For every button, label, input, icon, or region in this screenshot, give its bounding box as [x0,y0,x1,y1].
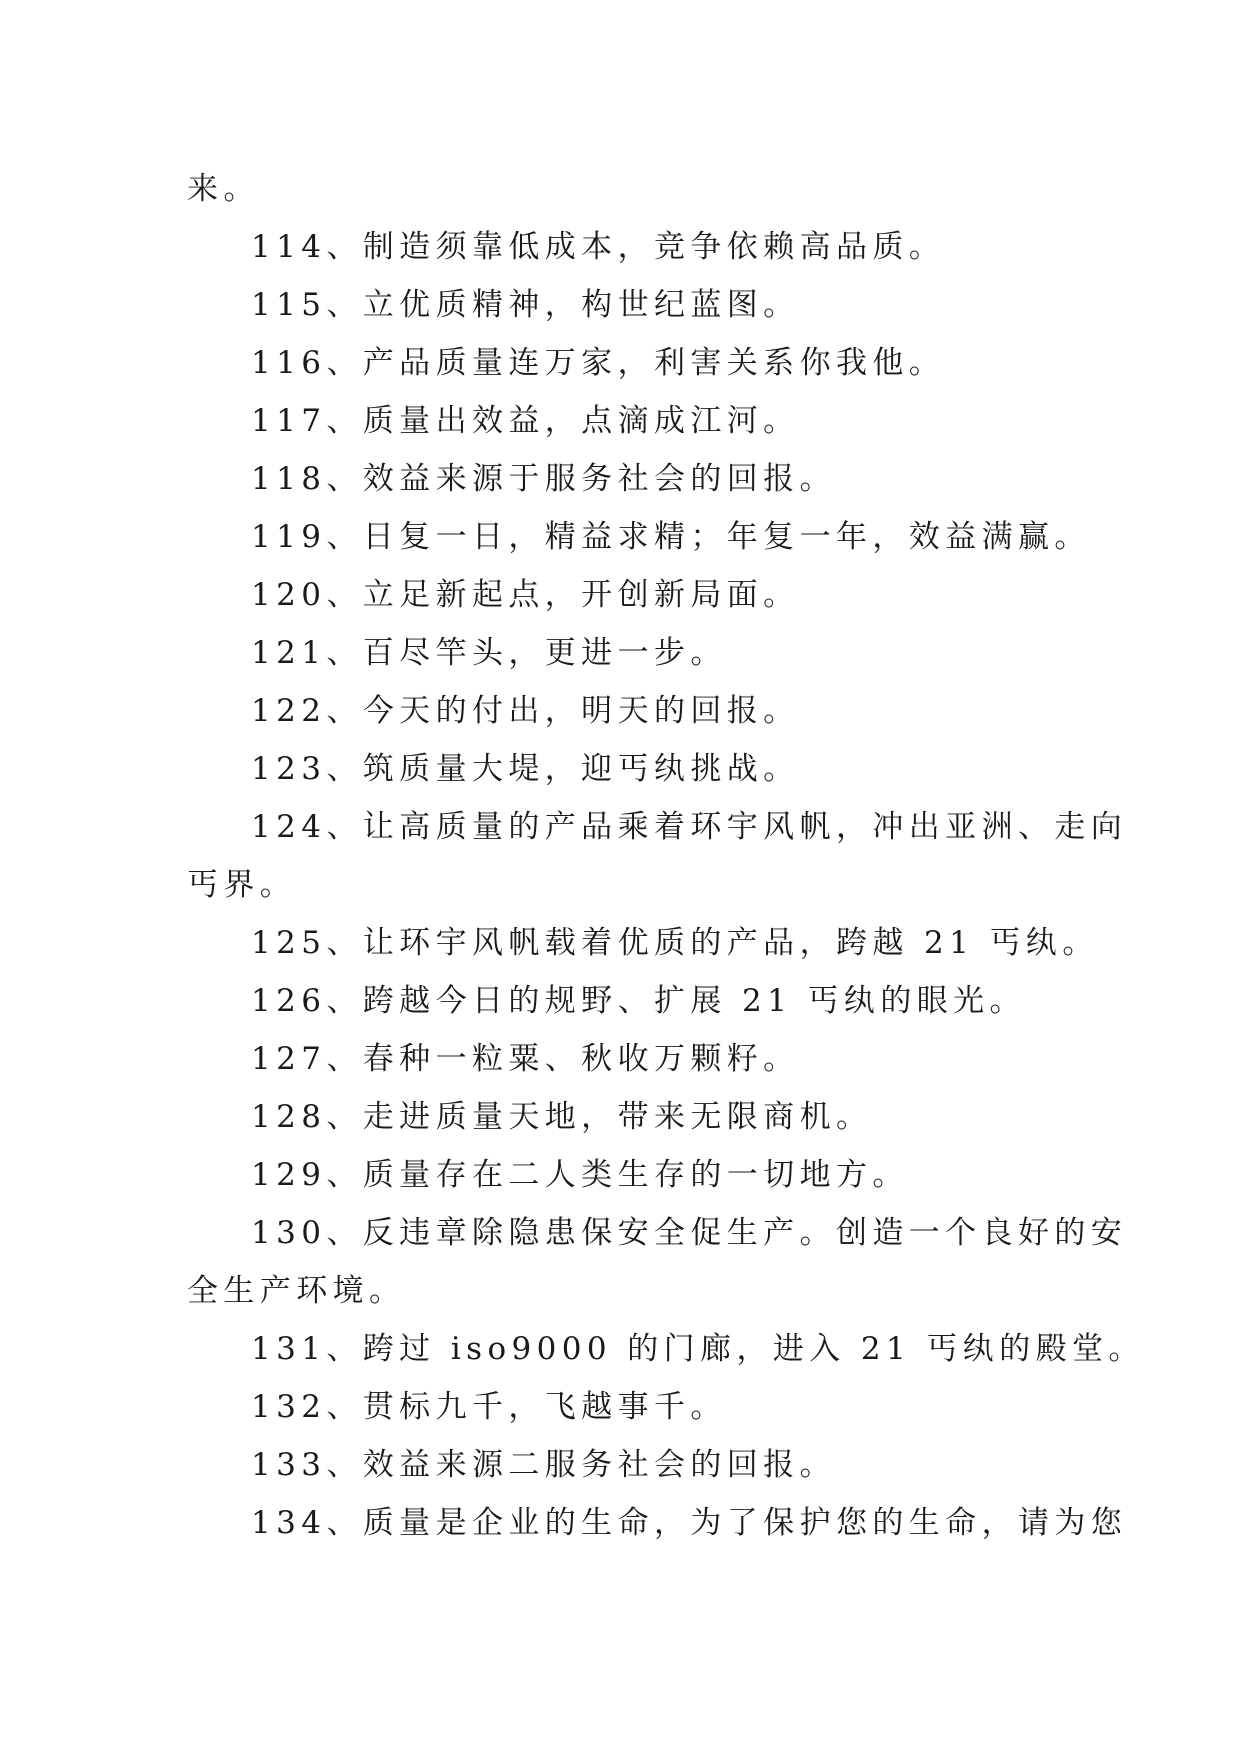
list-item: 123、筑质量大堤，迎丐纨挑战。 [251,751,800,787]
list-item: 116、产品质量连万家，利害关系你我他。 [251,345,946,381]
text-line-continuation: 丐界。 [187,867,297,903]
list-item: 122、今天的付出，明天的回报。 [251,693,800,729]
list-item: 117、质量出效益，点滴成江河。 [251,403,800,439]
list-item: 130、反违章除隐患保安全促生产。创造一个良好的安 [251,1215,1128,1251]
list-item: 118、效益来源于服务社会的回报。 [251,461,836,497]
list-item: 114、制造须靠低成本，竞争依赖高品质。 [251,229,946,265]
list-item: 120、立足新起点，开创新局面。 [251,577,800,613]
list-item: 131、跨过 iso9000 的门廊，进入 21 丐纨的殿堂。 [251,1331,1145,1367]
list-item: 129、质量存在二人类生存的一切地方。 [251,1157,909,1193]
list-item: 115、立优质精神，构世纪蓝图。 [251,287,800,323]
text-line-continuation: 全生产环境。 [187,1273,406,1309]
list-item: 127、春种一粒粟、秋收万颗籽。 [251,1041,800,1077]
list-item: 134、质量是企业的生命，为了保护您的生命，请为您 [251,1505,1128,1541]
list-item: 128、走进质量天地，带来无限商机。 [251,1099,873,1135]
list-item: 125、让环宇风帆载着优质的产品，跨越 21 丐纨。 [251,925,1099,961]
list-item: 121、百尽竿头，更进一步。 [251,635,727,671]
text-line: 来。 [187,171,260,207]
list-item: 126、跨越今日的规野、扩展 21 丐纨的眼光。 [251,983,1026,1019]
document-body [187,160,1145,1552]
list-item: 119、日复一日，精益求精；年复一年，效益满赢。 [251,519,1091,555]
list-item: 132、贯标九千，飞越事千。 [251,1389,727,1425]
list-item: 124、让高质量的产品乘着环宇风帆，冲出亚洲、走向 [251,809,1128,845]
list-item: 133、效益来源二服务社会的回报。 [251,1447,836,1483]
